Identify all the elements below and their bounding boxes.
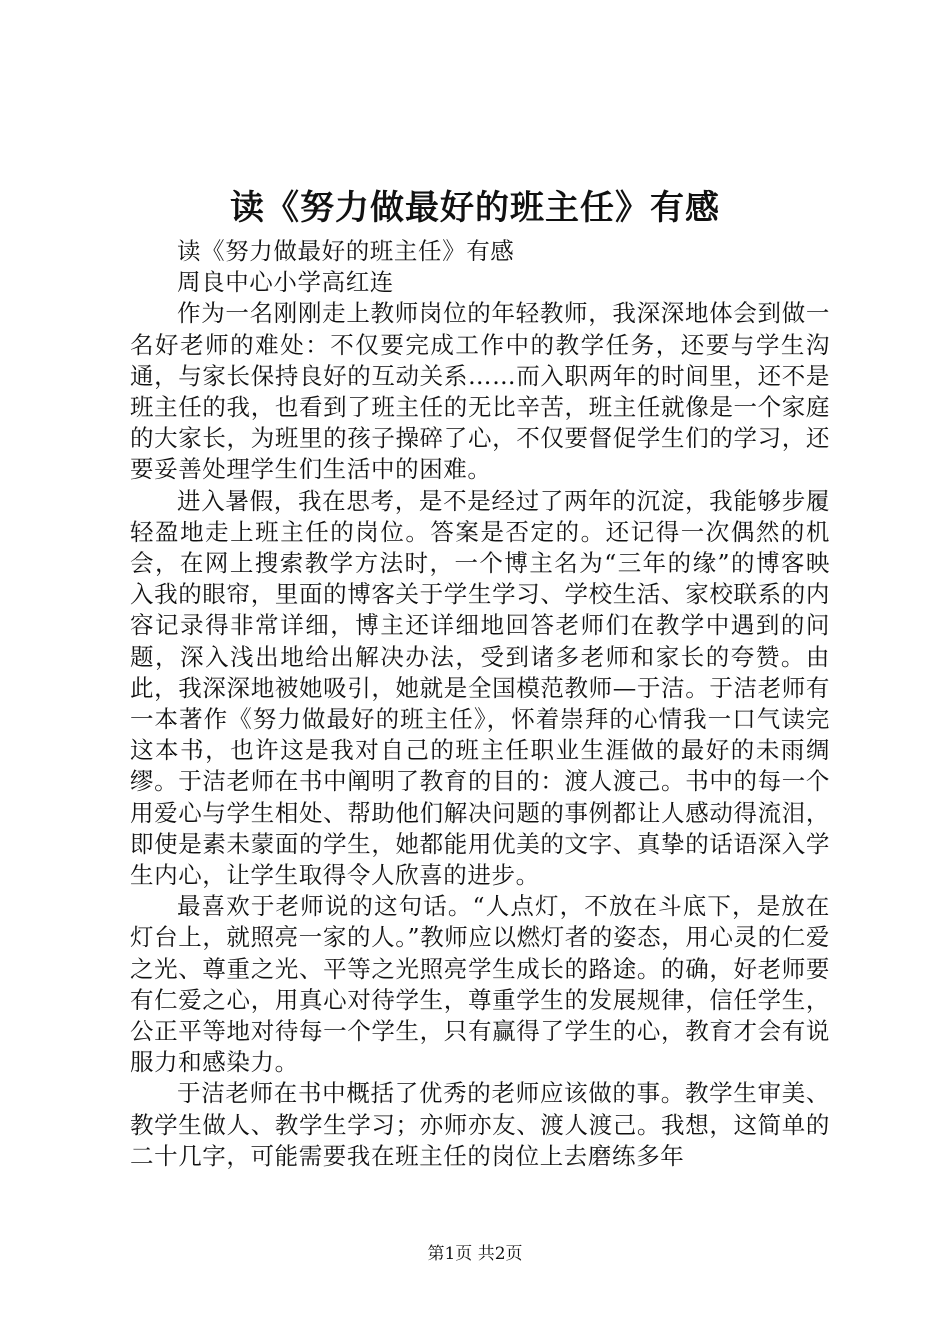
page-number-footer: 第1页 共2页: [427, 1244, 523, 1264]
body-paragraph-4: 于洁老师在书中概括了优秀的老师应该做的事。教学生审美、教学生做人、教学生学习；亦师亦友、渡人渡己。我想，这简单的二十几字，可能需要我在班主任的岗位上去磨练多年: [130, 1079, 830, 1170]
body-paragraph-1: 作为一名刚刚走上教师岗位的年轻教师，我深深地体会到做一名好老师的难处：不仅要完成工作中的教学任务，还要与学生沟通，与家长保持良好的互动关系……而入职两年的时间里，还不是班主任的我，也看到了班主任的无比辛苦，班主任就像是一个家庭的大家长，为班里的孩子操碎了心，不仅要督促学生们的学习，还要妥善处理学生们生活中的困难。: [130, 299, 830, 484]
body-paragraph-3: 最喜欢于老师说的这句话。“人点灯，不放在斗底下，是放在灯台上，就照亮一家的人。”教师应以燃灯者的姿态，用心灵的仁爱之光、尊重之光、平等之光照亮学生成长的路途。的确，好老师要有仁爱之心，用真心对待学生，尊重学生的发展规律，信任学生，公正平等地对待每一个学生，只有赢得了学生的心，教育才会有说服力和感染力。: [130, 892, 830, 1077]
document-title: 读《努力做最好的班主任》有感: [230, 188, 720, 228]
subtitle-paragraph: 读《努力做最好的班主任》有感: [177, 237, 515, 265]
document-body: [130, 236, 830, 1172]
author-paragraph: 周良中心小学高红连: [177, 268, 394, 297]
body-paragraph-2: 进入暑假，我在思考，是不是经过了两年的沉淀，我能够步履轻盈地走上班主任的岗位。答案是否定的。还记得一次偶然的机会，在网上搜索教学方法时，一个博主名为“三年的缘”的博客映入我的眼帘，里面的博客关于学生学习、学校生活、家校联系的内容记录得非常详细，博主还详细地回答老师们在教学中遇到的问题，深入浅出地给出解决办法，受到诸多老师和家长的夸赞。由此，我深深地被她吸引，她就是全国模范教师—于洁。于洁老师有一本著作《努力做最好的班主任》，怀着崇拜的心情我一口气读完这本书，也许这是我对自己的班主任职业生涯做的最好的未雨绸缪。于洁老师在书中阐明了教育的目的：渡人渡己。书中的每一个用爱心与学生相处、帮助他们解决问题的事例都让人感动得流泪，即使是素未蒙面的学生，她都能用优美的文字、真挚的话语深入学生内心，让学生取得令人欣喜的进步。: [130, 486, 830, 890]
